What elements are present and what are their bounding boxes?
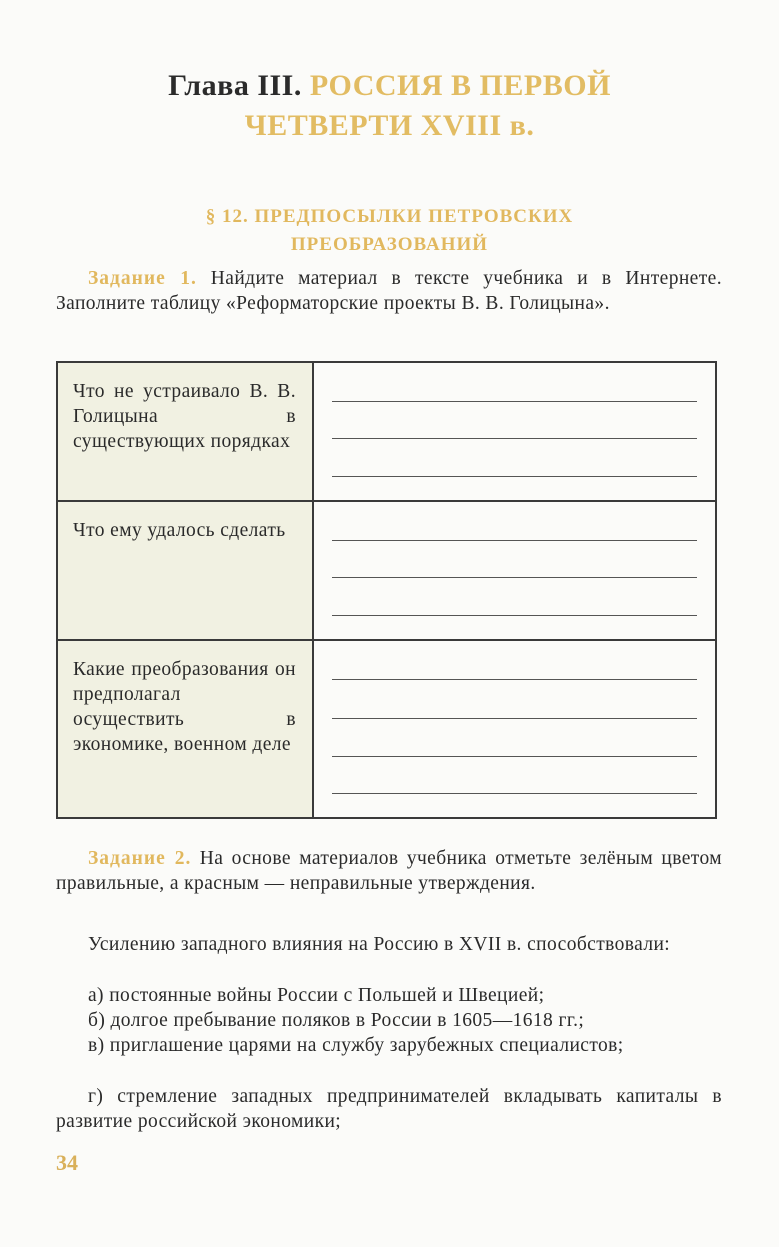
section-title-line2: ПРЕОБРАЗОВАНИЙ: [290, 234, 489, 255]
chapter-title-line2: ЧЕТВЕРТИ XVIII в.: [244, 109, 535, 142]
task1-paragraph: [56, 266, 722, 316]
task2-label: Задание 2.: [88, 848, 192, 869]
row2-answer-area[interactable]: [313, 501, 716, 640]
row3-question: Какие преобразования он предполагал осуществить в экономике, военном деле: [57, 640, 313, 818]
section-heading: [0, 203, 779, 259]
task2-paragraph: [56, 846, 722, 896]
table-row: [57, 362, 716, 501]
row1-answer-area[interactable]: [313, 362, 716, 501]
task2-intro: Усилению западного влияния на Россию в XVII в. способствовали:: [88, 934, 671, 955]
answer-line: [332, 401, 697, 402]
golitsyn-table: [56, 361, 717, 819]
section-title-line1: § 12. ПРЕДПОСЫЛКИ ПЕТРОВСКИХ: [205, 206, 574, 227]
answer-line: [332, 718, 697, 719]
answer-line: [332, 756, 697, 757]
answer-line: [332, 615, 697, 616]
row3-answer-area[interactable]: [313, 640, 716, 818]
answer-line: [332, 679, 697, 680]
table-row: [57, 640, 716, 818]
answer-line: [332, 540, 697, 541]
answer-line: [332, 793, 697, 794]
table-row: [57, 501, 716, 640]
answer-line: [332, 577, 697, 578]
statement-d: г) стремление западных предпринимателей вкладывать капиталы в развитие российской экономики;: [56, 1086, 722, 1132]
row1-question: Что не устраивало В. В. Голицына в существующих порядках: [57, 362, 313, 501]
page-number: 34: [56, 1150, 78, 1175]
row2-question: Что ему удалось сделать: [57, 501, 313, 640]
statement-c: в) приглашение царями на службу зарубежных специалистов;: [88, 1035, 624, 1056]
chapter-heading: [0, 66, 779, 146]
answer-line: [332, 476, 697, 477]
chapter-title-line1: РОССИЯ В ПЕРВОЙ: [309, 69, 611, 102]
statement-b: б) долгое пребывание поляков в России в 1605—1618 гг.;: [88, 1010, 585, 1031]
statement-a: а) постоянные войны России с Польшей и Швецией;: [88, 985, 545, 1006]
chapter-number: Глава III.: [168, 69, 302, 102]
answer-line: [332, 438, 697, 439]
task1-text: Найдите материал в тексте учебника и в Интернете. Заполните таблицу «Реформаторские проекты В. В. Голицына».: [56, 268, 722, 314]
task1-label: Задание 1.: [88, 268, 197, 289]
task2-text: На основе материалов учебника отметьте зелёным цветом правильные, а красным — неправильные утверждения.: [56, 848, 722, 894]
